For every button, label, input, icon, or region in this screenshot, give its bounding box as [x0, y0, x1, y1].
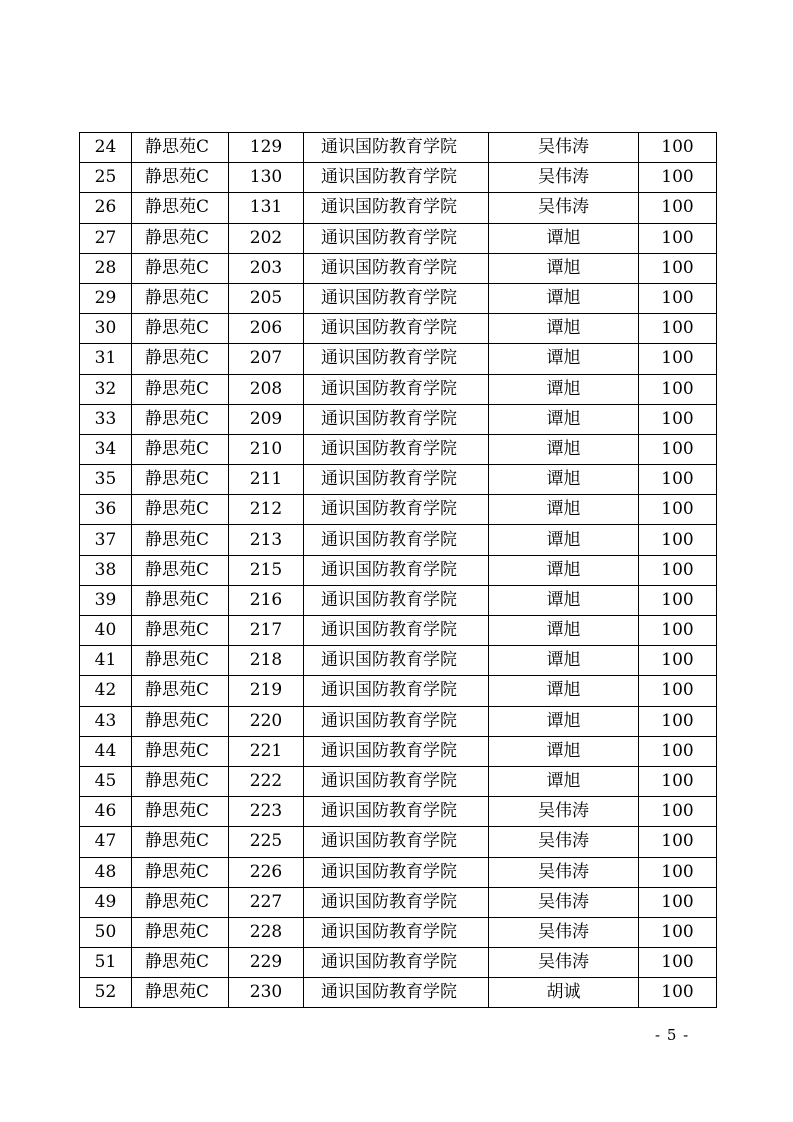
cell-person: 谭旭 [489, 706, 639, 736]
table-row [80, 253, 717, 283]
cell-building: 静思苑C [132, 978, 229, 1008]
cell-score: 100 [639, 495, 717, 525]
cell-college: 通识国防教育学院 [304, 495, 489, 525]
table-row [80, 374, 717, 404]
cell-number: 31 [80, 344, 132, 374]
cell-room: 210 [229, 434, 304, 464]
cell-room: 211 [229, 465, 304, 495]
cell-building: 静思苑C [132, 193, 229, 223]
cell-building: 静思苑C [132, 887, 229, 917]
cell-score: 100 [639, 797, 717, 827]
cell-number: 43 [80, 706, 132, 736]
cell-college: 通识国防教育学院 [304, 133, 489, 163]
cell-number: 35 [80, 465, 132, 495]
table-row [80, 283, 717, 313]
table-row [80, 646, 717, 676]
cell-number: 50 [80, 917, 132, 947]
cell-college: 通识国防教育学院 [304, 434, 489, 464]
cell-building: 静思苑C [132, 917, 229, 947]
cell-building: 静思苑C [132, 706, 229, 736]
table-row [80, 857, 717, 887]
cell-score: 100 [639, 736, 717, 766]
table-row [80, 585, 717, 615]
cell-building: 静思苑C [132, 797, 229, 827]
cell-score: 100 [639, 434, 717, 464]
cell-building: 静思苑C [132, 163, 229, 193]
cell-score: 100 [639, 887, 717, 917]
cell-room: 129 [229, 133, 304, 163]
cell-number: 39 [80, 585, 132, 615]
cell-person: 谭旭 [489, 404, 639, 434]
cell-building: 静思苑C [132, 133, 229, 163]
cell-number: 51 [80, 948, 132, 978]
cell-building: 静思苑C [132, 404, 229, 434]
cell-college: 通识国防教育学院 [304, 797, 489, 827]
cell-person: 谭旭 [489, 253, 639, 283]
cell-score: 100 [639, 374, 717, 404]
cell-person: 谭旭 [489, 283, 639, 313]
table-row [80, 344, 717, 374]
cell-score: 100 [639, 917, 717, 947]
cell-number: 33 [80, 404, 132, 434]
cell-room: 209 [229, 404, 304, 434]
cell-college: 通识国防教育学院 [304, 585, 489, 615]
cell-building: 静思苑C [132, 344, 229, 374]
cell-college: 通识国防教育学院 [304, 465, 489, 495]
cell-score: 100 [639, 706, 717, 736]
cell-person: 谭旭 [489, 525, 639, 555]
cell-building: 静思苑C [132, 555, 229, 585]
table-row [80, 314, 717, 344]
cell-score: 100 [639, 283, 717, 313]
cell-score: 100 [639, 465, 717, 495]
table-row [80, 163, 717, 193]
cell-number: 29 [80, 283, 132, 313]
cell-score: 100 [639, 827, 717, 857]
cell-person: 吴伟涛 [489, 857, 639, 887]
cell-college: 通识国防教育学院 [304, 948, 489, 978]
table-row [80, 766, 717, 796]
table-row [80, 887, 717, 917]
cell-room: 215 [229, 555, 304, 585]
cell-college: 通识国防教育学院 [304, 766, 489, 796]
cell-score: 100 [639, 253, 717, 283]
table-row [80, 495, 717, 525]
cell-number: 41 [80, 646, 132, 676]
cell-person: 谭旭 [489, 465, 639, 495]
cell-number: 26 [80, 193, 132, 223]
cell-building: 静思苑C [132, 766, 229, 796]
cell-person: 谭旭 [489, 616, 639, 646]
table-row [80, 706, 717, 736]
cell-college: 通识国防教育学院 [304, 827, 489, 857]
table-row [80, 133, 717, 163]
cell-room: 131 [229, 193, 304, 223]
cell-person: 谭旭 [489, 766, 639, 796]
cell-college: 通识国防教育学院 [304, 344, 489, 374]
cell-room: 203 [229, 253, 304, 283]
table-row [80, 404, 717, 434]
cell-building: 静思苑C [132, 525, 229, 555]
table-row [80, 525, 717, 555]
cell-college: 通识国防教育学院 [304, 978, 489, 1008]
cell-score: 100 [639, 676, 717, 706]
page-number: - 5 - [655, 1026, 690, 1044]
cell-score: 100 [639, 555, 717, 585]
cell-building: 静思苑C [132, 465, 229, 495]
cell-number: 37 [80, 525, 132, 555]
cell-college: 通识国防教育学院 [304, 223, 489, 253]
cell-room: 229 [229, 948, 304, 978]
cell-person: 谭旭 [489, 314, 639, 344]
cell-person: 谭旭 [489, 676, 639, 706]
cell-number: 28 [80, 253, 132, 283]
cell-score: 100 [639, 133, 717, 163]
table-row [80, 555, 717, 585]
cell-person: 谭旭 [489, 223, 639, 253]
cell-building: 静思苑C [132, 223, 229, 253]
cell-number: 52 [80, 978, 132, 1008]
cell-college: 通识国防教育学院 [304, 676, 489, 706]
cell-person: 吴伟涛 [489, 948, 639, 978]
table-row [80, 736, 717, 766]
table-body [80, 133, 717, 1008]
cell-room: 225 [229, 827, 304, 857]
cell-college: 通识国防教育学院 [304, 314, 489, 344]
cell-college: 通识国防教育学院 [304, 887, 489, 917]
cell-college: 通识国防教育学院 [304, 283, 489, 313]
cell-number: 30 [80, 314, 132, 344]
cell-building: 静思苑C [132, 585, 229, 615]
cell-room: 212 [229, 495, 304, 525]
cell-room: 217 [229, 616, 304, 646]
table-row [80, 434, 717, 464]
cell-college: 通识国防教育学院 [304, 857, 489, 887]
cell-building: 静思苑C [132, 646, 229, 676]
cell-room: 220 [229, 706, 304, 736]
cell-score: 100 [639, 525, 717, 555]
cell-building: 静思苑C [132, 676, 229, 706]
cell-person: 谭旭 [489, 434, 639, 464]
cell-person: 吴伟涛 [489, 193, 639, 223]
cell-room: 130 [229, 163, 304, 193]
cell-number: 44 [80, 736, 132, 766]
cell-college: 通识国防教育学院 [304, 736, 489, 766]
cell-score: 100 [639, 646, 717, 676]
cell-building: 静思苑C [132, 857, 229, 887]
cell-college: 通识国防教育学院 [304, 917, 489, 947]
cell-building: 静思苑C [132, 314, 229, 344]
cell-person: 谭旭 [489, 374, 639, 404]
cell-building: 静思苑C [132, 495, 229, 525]
cell-person: 谭旭 [489, 344, 639, 374]
table-row [80, 948, 717, 978]
cell-college: 通识国防教育学院 [304, 193, 489, 223]
cell-room: 206 [229, 314, 304, 344]
cell-room: 218 [229, 646, 304, 676]
cell-person: 谭旭 [489, 736, 639, 766]
cell-score: 100 [639, 857, 717, 887]
cell-building: 静思苑C [132, 616, 229, 646]
cell-person: 吴伟涛 [489, 827, 639, 857]
table-row [80, 465, 717, 495]
cell-score: 100 [639, 193, 717, 223]
cell-room: 207 [229, 344, 304, 374]
table-row [80, 827, 717, 857]
cell-building: 静思苑C [132, 827, 229, 857]
cell-score: 100 [639, 404, 717, 434]
cell-person: 谭旭 [489, 646, 639, 676]
cell-building: 静思苑C [132, 736, 229, 766]
table-row [80, 223, 717, 253]
cell-building: 静思苑C [132, 253, 229, 283]
cell-number: 24 [80, 133, 132, 163]
cell-college: 通识国防教育学院 [304, 706, 489, 736]
cell-college: 通识国防教育学院 [304, 646, 489, 676]
cell-number: 42 [80, 676, 132, 706]
cell-person: 吴伟涛 [489, 917, 639, 947]
cell-person: 谭旭 [489, 495, 639, 525]
cell-room: 205 [229, 283, 304, 313]
cell-score: 100 [639, 616, 717, 646]
cell-room: 227 [229, 887, 304, 917]
cell-score: 100 [639, 585, 717, 615]
cell-room: 222 [229, 766, 304, 796]
cell-building: 静思苑C [132, 283, 229, 313]
cell-person: 胡诚 [489, 978, 639, 1008]
cell-number: 38 [80, 555, 132, 585]
cell-college: 通识国防教育学院 [304, 555, 489, 585]
cell-room: 213 [229, 525, 304, 555]
cell-number: 34 [80, 434, 132, 464]
cell-number: 45 [80, 766, 132, 796]
cell-score: 100 [639, 948, 717, 978]
cell-college: 通识国防教育学院 [304, 525, 489, 555]
cell-score: 100 [639, 978, 717, 1008]
cell-score: 100 [639, 766, 717, 796]
cell-room: 219 [229, 676, 304, 706]
table-row [80, 797, 717, 827]
cell-number: 49 [80, 887, 132, 917]
cell-number: 40 [80, 616, 132, 646]
cell-score: 100 [639, 344, 717, 374]
cell-number: 27 [80, 223, 132, 253]
cell-college: 通识国防教育学院 [304, 163, 489, 193]
cell-score: 100 [639, 314, 717, 344]
cell-room: 208 [229, 374, 304, 404]
cell-building: 静思苑C [132, 948, 229, 978]
cell-room: 202 [229, 223, 304, 253]
cell-score: 100 [639, 223, 717, 253]
cell-person: 吴伟涛 [489, 887, 639, 917]
cell-person: 吴伟涛 [489, 797, 639, 827]
cell-college: 通识国防教育学院 [304, 404, 489, 434]
cell-room: 216 [229, 585, 304, 615]
table-row [80, 676, 717, 706]
cell-person: 谭旭 [489, 585, 639, 615]
cell-room: 226 [229, 857, 304, 887]
cell-person: 谭旭 [489, 555, 639, 585]
table-row [80, 616, 717, 646]
cell-number: 36 [80, 495, 132, 525]
cell-college: 通识国防教育学院 [304, 616, 489, 646]
table-row [80, 917, 717, 947]
cell-person: 吴伟涛 [489, 163, 639, 193]
table-row [80, 978, 717, 1008]
cell-college: 通识国防教育学院 [304, 253, 489, 283]
cell-room: 221 [229, 736, 304, 766]
cell-number: 47 [80, 827, 132, 857]
cell-college: 通识国防教育学院 [304, 374, 489, 404]
cell-number: 32 [80, 374, 132, 404]
cell-building: 静思苑C [132, 434, 229, 464]
dormitory-table [79, 132, 717, 1008]
table-row [80, 193, 717, 223]
cell-room: 228 [229, 917, 304, 947]
cell-building: 静思苑C [132, 374, 229, 404]
cell-room: 230 [229, 978, 304, 1008]
cell-score: 100 [639, 163, 717, 193]
cell-number: 25 [80, 163, 132, 193]
cell-number: 48 [80, 857, 132, 887]
cell-room: 223 [229, 797, 304, 827]
cell-number: 46 [80, 797, 132, 827]
cell-person: 吴伟涛 [489, 133, 639, 163]
